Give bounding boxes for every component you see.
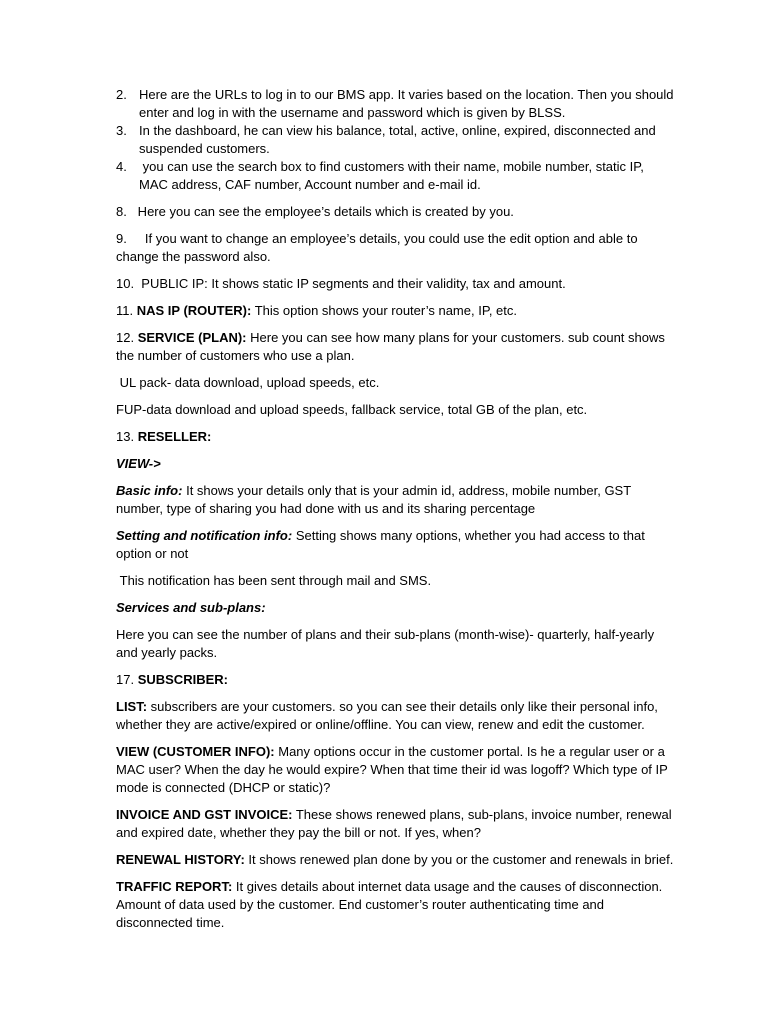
section-number: 13.: [116, 429, 138, 444]
basic-info-text: It shows your details only that is your admin id, address, mobile number, GST number, type of sharing you had done with us and its sharing percentage: [116, 483, 631, 516]
list-item: [116, 122, 674, 158]
list-item-number: 4.: [116, 159, 127, 174]
section-text: Here you can see how many plans for your customers. sub count shows the number of customers who use a plan.: [116, 330, 665, 363]
heading-view: [116, 455, 674, 473]
view-customer-label: VIEW (CUSTOMER INFO):: [116, 744, 275, 759]
paragraph-notification-note: This notification has been sent through mail and SMS.: [116, 573, 432, 588]
section-label: NAS IP (ROUTER):: [136, 303, 252, 318]
section-number: 12.: [116, 330, 138, 345]
paragraph-invoice: [116, 806, 674, 842]
document-body: [116, 86, 674, 941]
paragraph-nas-ip: [116, 302, 674, 320]
paragraph-basic-info: [116, 482, 674, 518]
heading-services: [116, 599, 674, 617]
traffic-label: TRAFFIC REPORT:: [116, 879, 233, 894]
section-number: 11.: [116, 303, 137, 318]
paragraph-service-plan: [116, 329, 674, 365]
invoice-text: These shows renewed plans, sub-plans, invoice number, renewal and expired date, whether they pay the bill or not. If yes, when?: [116, 807, 672, 840]
paragraph-public-ip: 10. PUBLIC IP: It shows static IP segments and their validity, tax and amount.: [116, 276, 566, 291]
paragraph-list: [116, 698, 674, 734]
list-item-text: Here are the URLs to log in to our BMS app. It varies based on the location. Then you should enter and log in with the username and password which is given by BLSS.: [139, 87, 674, 120]
list-item: [116, 158, 674, 194]
list-item-text: In the dashboard, he can view his balance, total, active, online, expired, disconnected and suspended customers.: [139, 123, 656, 156]
basic-info-label: Basic info:: [116, 483, 183, 498]
paragraph-renewal: [116, 851, 674, 869]
paragraph-ul-pack: UL pack- data download, upload speeds, etc.: [116, 375, 380, 390]
renewal-text: It shows renewed plan done by you or the customer and renewals in brief.: [244, 852, 674, 867]
paragraph-setting-info: [116, 527, 674, 563]
list-label: LIST:: [116, 699, 148, 714]
heading-subscriber: [116, 671, 674, 689]
section-number: 17.: [116, 672, 138, 687]
list-item-text: you can use the search box to find customers with their name, mobile number, static IP, MAC address, CAF number, Account number and e-mail id.: [139, 159, 648, 192]
list-item-number: 2.: [116, 87, 127, 102]
setting-info-label: Setting and notification info:: [116, 528, 293, 543]
heading-reseller: [116, 428, 674, 446]
view-customer-text: Many options occur in the customer portal. Is he a regular user or a MAC user? When the day he would expire? When that time their id was logoff? Which type of IP mode is connected (DHCP or static)?: [116, 744, 668, 795]
renewal-label: RENEWAL HISTORY:: [116, 852, 245, 867]
section-text: This option shows your router’s name, IP, etc.: [251, 303, 518, 318]
services-heading-label: Services and sub-plans:: [116, 600, 266, 615]
list-text: subscribers are your customers. so you can see their details only like their personal info, whether they are active/expired or online/offline. You can view, renew and edit the customer.: [116, 699, 658, 732]
section-label: SERVICE (PLAN):: [137, 330, 247, 345]
paragraph-fup: FUP-data download and upload speeds, fallback service, total GB of the plan, etc.: [116, 402, 588, 417]
numbered-list: [116, 86, 674, 194]
section-label: SUBSCRIBER:: [137, 672, 228, 687]
view-heading-label: VIEW->: [116, 456, 161, 471]
list-item-number: 3.: [116, 123, 127, 138]
list-item: [116, 86, 674, 122]
section-label: RESELLER:: [137, 429, 212, 444]
traffic-text: It gives details about internet data usage and the causes of disconnection. Amount of data used by the customer. End customer’s router authenticating time and disconnected time.: [116, 879, 663, 930]
paragraph-edit-employee: 9. If you want to change an employee’s details, you could use the edit option and able to change the password also.: [116, 231, 642, 264]
invoice-label: INVOICE AND GST INVOICE:: [116, 807, 293, 822]
paragraph-view-customer: [116, 743, 674, 797]
paragraph-employee-details: 8. Here you can see the employee’s details which is created by you.: [116, 204, 514, 219]
setting-info-text: Setting shows many options, whether you had access to that option or not: [116, 528, 645, 561]
paragraph-services: Here you can see the number of plans and their sub-plans (month-wise)- quarterly, half-yearly and yearly packs.: [116, 627, 655, 660]
paragraph-traffic: [116, 878, 674, 932]
